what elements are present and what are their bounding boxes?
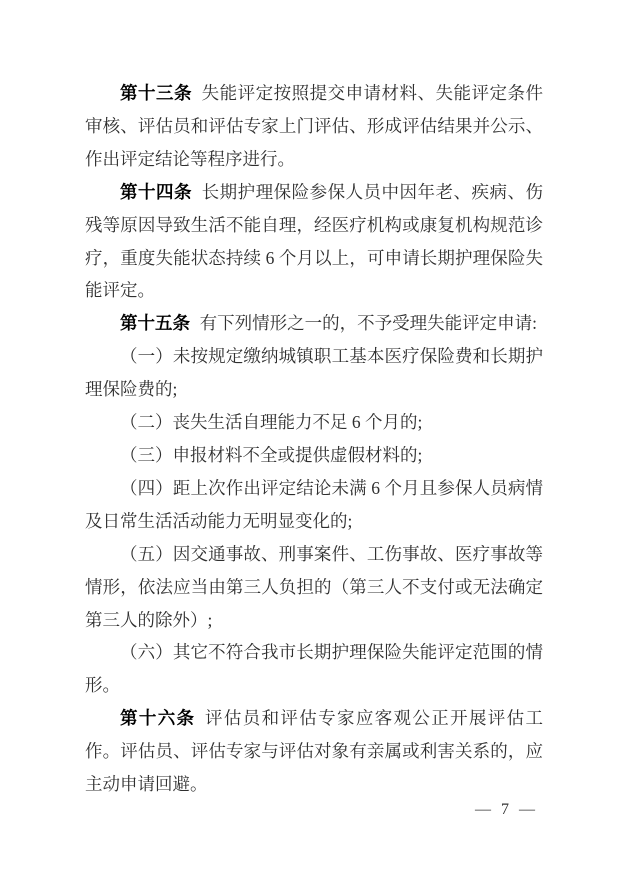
article-first-line-text: 评估员和评估专家应客观公正开展评估工 [205, 708, 544, 729]
article-number: 第十三条 [120, 83, 192, 103]
text-line [85, 702, 543, 735]
article-first-line-text: 长期护理保险参保人员中因年老、疾病、伤 [201, 181, 544, 202]
article-number: 第十四条 [120, 181, 192, 202]
text-line: 作。评估员、评估专家与评估对象有亲属或利害关系的，应 [85, 741, 543, 762]
document-body [85, 77, 543, 801]
text-line: 主动申请回避。 [85, 774, 208, 795]
text-line: （五）因交通事故、刑事案件、工伤事故、医疗事故等 [120, 543, 543, 564]
text-line: 审核、评估员和评估专家上门评估、形成评估结果并公示、 [85, 115, 543, 136]
text-line: 作出评定结论等程序进行。 [85, 148, 295, 169]
text-line: （三）申报材料不全或提供虚假材料的; [120, 444, 423, 465]
text-line [85, 307, 543, 340]
text-line: 疗，重度失能状态持续 6 个月以上，可申请长期护理保险失 [85, 247, 543, 268]
text-line: 能评定。 [85, 280, 155, 301]
article-number: 第十六条 [120, 708, 196, 729]
text-line: （六）其它不符合我市长期护理保险失能评定范围的情 [120, 642, 543, 663]
text-line: （二）丧失生活自理能力不足 6 个月的; [120, 412, 423, 433]
text-line [85, 176, 543, 209]
text-line: （一）未按规定缴纳城镇职工基本医疗保险费和长期护 [120, 346, 543, 367]
text-line: （四）距上次作出评定结论未满 6 个月且参保人员病情 [120, 477, 543, 498]
article-number: 第十五条 [120, 313, 190, 334]
text-line: 残等原因导致生活不能自理，经医疗机构或康复机构规范诊 [85, 214, 543, 235]
page-number: — 7 — [475, 801, 538, 818]
article-first-line-text: 有下列情形之一的，不予受理失能评定申请: [199, 313, 537, 334]
text-line: 第三人的除外）; [85, 609, 213, 630]
text-line: 理保险费的; [85, 379, 178, 400]
text-line [85, 77, 543, 110]
text-line: 及日常生活活动能力无明显变化的; [85, 510, 353, 531]
text-line: 情形，依法应当由第三人负担的（第三人不支付或无法确定 [85, 576, 543, 597]
article-first-line-text: 失能评定按照提交申请材料、失能评定条件 [201, 83, 544, 103]
text-line: 形。 [85, 675, 120, 696]
